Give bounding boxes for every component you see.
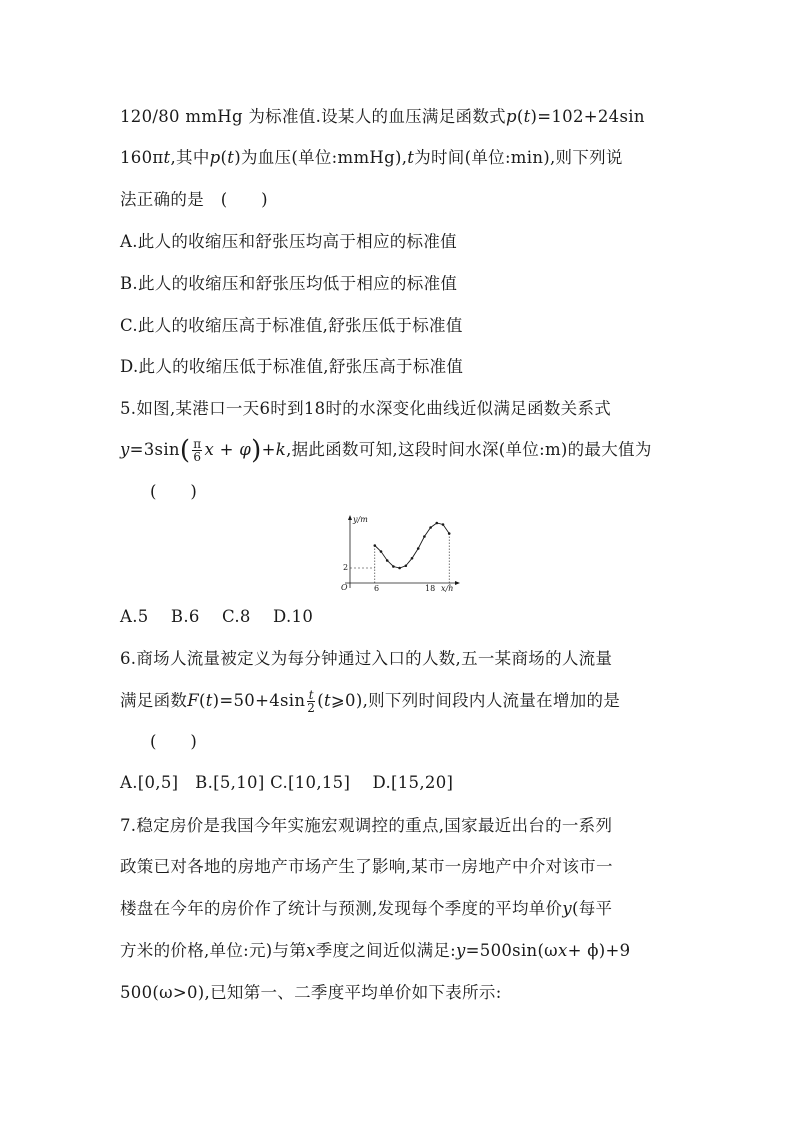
data-point bbox=[423, 535, 426, 538]
q5-stem-line-2: y=3sin( $\frac{\pi}{6}$ x + φ)+k,据此函数可知,这段时间水深(单位:m)的最大值为 bbox=[120, 435, 652, 466]
x-axis-arrow bbox=[455, 581, 460, 585]
q7-stem-line-2: 政策已对各地的房地产市场产生了影响,某市一房地产中介对该市一 bbox=[120, 857, 613, 876]
data-point bbox=[442, 523, 445, 526]
data-point bbox=[386, 559, 389, 562]
data-point bbox=[405, 564, 408, 567]
y-tick-label: 2 bbox=[343, 563, 349, 572]
t-over-2-fraction: $\frac{t}{2}$ bbox=[307, 688, 316, 715]
q5-answer-paren: ( ) bbox=[150, 482, 198, 501]
q5-stem-line-1: 5.如图,某港口一天6时到18时的水深变化曲线近似满足函数关系式 bbox=[120, 399, 612, 418]
data-point bbox=[380, 550, 383, 553]
q4-stem-line-2: 160πt,其中p(t)为血压(单位:mmHg),t为时间(单位:min),则下列说 bbox=[120, 148, 623, 167]
q5-options: A.5 B.6 C.8 D.10 bbox=[120, 607, 314, 626]
q6-stem-line-2: 满足函数F(t)=50+4sin $\frac{t}{2}$ (t⩾0),则下列时间段内人流量在增加的是 bbox=[120, 688, 621, 715]
q4-stem-line-3: 法正确的是 ( ) bbox=[120, 190, 268, 209]
q6-stem-line-1: 6.商场人流量被定义为每分钟通过入口的人数,五一某商场的人流量 bbox=[120, 649, 613, 668]
q4-option-b: B.此人的收缩压和舒张压均低于相应的标准值 bbox=[120, 274, 458, 293]
origin-label: O bbox=[341, 583, 348, 592]
depth-curve bbox=[375, 523, 449, 568]
q4-option-d: D.此人的收缩压低于标准值,舒张压高于标准值 bbox=[120, 357, 464, 376]
q6-options: A.[0,5] B.[5,10] C.[10,15] D.[15,20] bbox=[120, 773, 454, 792]
q4-stem-line-1: 120/80 mmHg 为标准值.设某人的血压满足函数式p(t)=102+24sin bbox=[120, 107, 645, 126]
pi-over-6-fraction: $\frac{\pi}{6}$ bbox=[193, 437, 202, 464]
q7-stem-line-1: 7.稳定房价是我国今年实施宏观调控的重点,国家最近出台的一系列 bbox=[120, 816, 613, 835]
water-depth-figure bbox=[333, 512, 463, 592]
q7-stem-line-3: 楼盘在今年的房价作了统计与预测,发现每个季度的平均单价y(每平 bbox=[120, 899, 613, 918]
q4-option-a: A.此人的收缩压和舒张压均高于相应的标准值 bbox=[120, 232, 457, 251]
data-point bbox=[429, 526, 432, 529]
data-point bbox=[436, 522, 439, 525]
q4-option-c: C.此人的收缩压高于标准值,舒张压低于标准值 bbox=[120, 316, 463, 335]
y-axis-label: y/m bbox=[353, 515, 368, 524]
y-axis-arrow bbox=[348, 515, 352, 520]
right-paren: ) bbox=[251, 435, 262, 466]
data-point bbox=[374, 544, 377, 547]
x-tick-label-18: 18 bbox=[425, 584, 436, 592]
left-paren: ( bbox=[179, 435, 191, 466]
x-tick-label-6: 6 bbox=[374, 584, 380, 592]
q7-stem-line-5: 500(ω>0),已知第一、二季度平均单价如下表所示: bbox=[120, 983, 502, 1002]
data-point bbox=[411, 557, 414, 560]
x-axis-label: x/h bbox=[441, 584, 454, 592]
data-point bbox=[448, 532, 451, 535]
q7-stem-line-4: 方米的价格,单位:元)与第x季度之间近似满足:y=500sin(ωx+ ϕ)+9 bbox=[120, 941, 631, 960]
data-point bbox=[417, 547, 420, 550]
data-point bbox=[398, 567, 401, 570]
data-point bbox=[392, 565, 395, 568]
q6-answer-paren: ( ) bbox=[150, 732, 198, 751]
